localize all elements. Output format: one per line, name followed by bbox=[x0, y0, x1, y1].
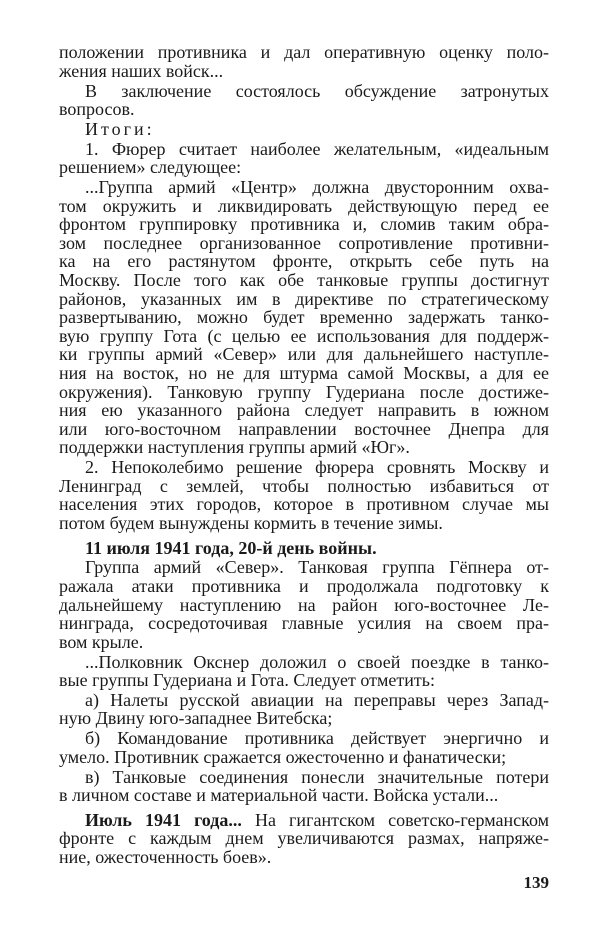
text-line: жения наших войск... bbox=[59, 60, 224, 81]
paragraph bbox=[59, 82, 549, 119]
text-line: ки группы армий «Север» или для дальнейшего наступле- bbox=[59, 344, 549, 365]
paragraph bbox=[59, 691, 549, 728]
text-line: населения этих городов, которое в противном случае мы bbox=[59, 494, 549, 515]
text-line: зом последнее организованное сопротивление противни- bbox=[59, 232, 549, 253]
section-heading bbox=[59, 539, 549, 558]
text-line: том окружить и ликвидировать действующую перед ее bbox=[59, 195, 549, 216]
text-line: решением» следующее: bbox=[59, 157, 242, 178]
text-line: Группа армий «Север». Танковая группа Гёпнера от- bbox=[85, 557, 549, 578]
paragraph bbox=[59, 653, 549, 690]
text-line: ражала атаки противника и продолжала подготовку к bbox=[59, 575, 549, 596]
text-line: в) Танковые соединения понесли значительные потери bbox=[85, 766, 549, 787]
page-number: 139 bbox=[523, 873, 549, 892]
text-line: ную Двину юго-западнее Витебска; bbox=[59, 708, 333, 729]
text-line: ния на восток, но не для штурма самой Москвы, а для ее bbox=[59, 363, 549, 384]
paragraph bbox=[59, 43, 549, 80]
text-line: развертыванию, можно будет временно задержать танко- bbox=[59, 307, 549, 328]
text-line: ка на его растянутом фронте, открыть себе путь на bbox=[59, 251, 549, 272]
paragraph bbox=[59, 140, 549, 177]
text-line: положении противника и дал оперативную оценку поло- bbox=[59, 42, 549, 63]
text-line: 11 июля 1941 года, 20-й день войны. bbox=[85, 537, 377, 558]
text-line: вопросов. bbox=[59, 99, 135, 120]
text-line: В заключение состоялось обсуждение затронутых bbox=[85, 80, 549, 101]
text-line: б) Командование противника действует энергично и bbox=[85, 728, 549, 749]
paragraph bbox=[59, 178, 549, 457]
paragraph bbox=[59, 729, 549, 766]
text-line: ние, ожесточенность боев». bbox=[59, 847, 272, 867]
paragraph bbox=[59, 458, 549, 532]
text-line: ...Группа армий «Центр» должна двусторонним охва- bbox=[85, 177, 549, 198]
text-line bbox=[59, 811, 549, 830]
text-line: Итоги: bbox=[85, 118, 155, 139]
text-line: фронте с каждым днем увеличиваются размах, напряже- bbox=[59, 828, 549, 849]
text-line: ...Полковник Окснер доложил о своей поездке в танко- bbox=[85, 651, 549, 672]
paragraph bbox=[59, 120, 549, 139]
text-line: Ленинград с землей, чтобы полностью избавиться от bbox=[59, 475, 549, 496]
text-line: 1. Фюрер считает наиболее желательным, «идеальным bbox=[85, 138, 549, 159]
text-line: вом крыле. bbox=[59, 631, 144, 652]
text-line: дальнейшему наступлению на район юго-восточнее Ле- bbox=[59, 594, 549, 615]
text-line: а) Налеты русской авиации на переправы через Запад- bbox=[85, 689, 549, 710]
text-line: потом будем вынуждены кормить в течение зимы. bbox=[59, 512, 443, 533]
text-line: нинграда, сосредоточивая главные усилия на своем пра- bbox=[59, 613, 549, 634]
text-line: 2. Непоколебимо решение фюрера сровнять Москву и bbox=[85, 457, 549, 478]
text-line: умело. Противник сражается ожесточенно и фанатически; bbox=[59, 746, 507, 767]
text-line: или юго-восточном направлении восточнее Днепра для bbox=[59, 418, 549, 439]
paragraph bbox=[59, 768, 549, 805]
text-line: районов, указанных им в директиве по стратегическому bbox=[59, 288, 549, 309]
text-line: окружения). Танковую группу Гудериана после достиже- bbox=[59, 381, 549, 402]
page-body bbox=[59, 42, 549, 867]
text-line: в личном составе и материальной части. Войска устали... bbox=[59, 785, 499, 806]
text-line: Москву. После того как обе танковые группы достигнут bbox=[59, 270, 549, 291]
line-text: На гигантском советско-германском bbox=[254, 809, 549, 830]
text-line: вые группы Гудериана и Гота. Следует отметить: bbox=[59, 670, 435, 691]
text-line: фронтом группировку противника и, сломив таким обра- bbox=[59, 214, 549, 235]
bold-lead: Июль 1941 года... bbox=[85, 809, 242, 830]
paragraph bbox=[59, 811, 549, 867]
text-line: вую группу Гота (с целью ее использования для поддерж- bbox=[59, 325, 549, 346]
text-line: ния ею указанного района следует направить в южном bbox=[59, 400, 549, 421]
paragraph bbox=[59, 558, 549, 651]
text-line: поддержки наступления группы армий «Юг». bbox=[59, 437, 410, 458]
